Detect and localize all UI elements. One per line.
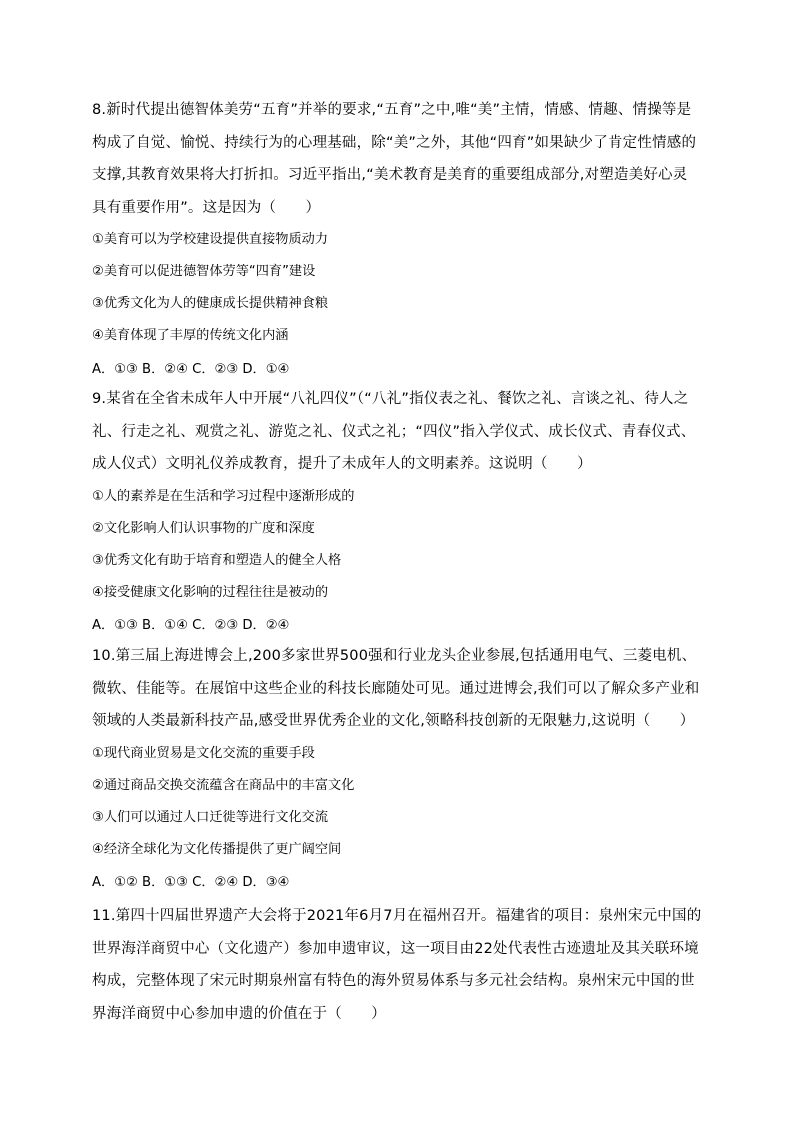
answer-choices: A．①③ B．②④ C．②③ D．①④ [92,361,290,377]
question-stem: 9.某省在全省未成年人中开展“八礼四仪”（“八礼”指仪表之礼、餐饮之礼、言谈之礼、待人之礼、行走之礼、观赏之礼、游览之礼、仪式之礼；“四仪”指入学仪式、成长仪式、青春仪式、成人仪式）文明礼仪养成教育，提升了未成年人的文明素养。这说明（ ） [92,391,696,472]
question-11 [92,900,702,1030]
option-3: ③优秀文化有助于培育和塑造人的健全人格 [92,552,342,568]
answer-choices: A．①③ B．①④ C．②③ D．②④ [92,618,290,633]
option-3: ③人们可以通过人口迁徙等进行文化交流 [92,809,329,825]
question-8 [92,94,702,382]
option-1: ①美育可以为学校建设提供直接物质动力 [92,232,329,247]
option-2: ②文化影响人们认识事物的广度和深度 [92,520,315,536]
option-4: ④美育体现了丰厚的传统文化内涵 [92,328,289,343]
question-stem: 8.新时代提出德智体美劳“五育”并举的要求,“五育”之中,唯“美”主情，情感、情趣、情操等是构成了自觉、愉悦、持续行为的心理基础，除“美”之外，其他“四育”如果缺少了肯定性情感的支撑,其教育效果将大打折扣。习近平指出,“美术教育是美育的重要组成部分,对塑造美好心灵具有重要作用”。这是因为（ ） [92,102,697,216]
option-2: ②美育可以促进德智体劳等“四育”建设 [92,264,316,279]
option-1: ①人的素养是在生活和学习过程中逐渐形成的 [92,488,355,504]
question-10 [92,640,702,896]
option-4: ④接受健康文化影响的过程往往是被动的 [92,584,329,600]
option-3: ③优秀文化为人的健康成长提供精神食粮 [92,296,329,311]
option-2: ②通过商品交换交流蕴含在商品中的丰富文化 [92,777,355,793]
answer-choices: A．①② B．①③ C．②④ D．③④ [92,875,290,890]
option-1: ①现代商业贸易是文化交流的重要手段 [92,745,315,761]
question-stem: 11.第四十四届世界遗产大会将于2021年6月7月在福州召开。福建省的项目：泉州宋元中国的世界海洋商贸中心（文化遗产）参加申遗审议，这一项目由22处代表性古迹遗址及其关联环境构成，完整体现了宋元时期泉州富有特色的海外贸易体系与多元社会结构。泉州宋元中国的世界海洋商贸中心参加申遗的价值在于（ ） [92,908,702,1022]
question-9 [92,383,702,639]
option-4: ④经济全球化为文化传播提供了更广阔空间 [92,841,342,857]
question-stem: 10.第三届上海进博会上,200多家世界500强和行业龙头企业参展,包括通用电气、三菱电机、微软、佳能等。在展馆中这些企业的科技长廊随处可见。通过进博会,我们可以了解众多产业和领域的人类最新科技产品,感受世界优秀企业的文化,领略科技创新的无限魅力,这说明（ ） [92,648,700,729]
